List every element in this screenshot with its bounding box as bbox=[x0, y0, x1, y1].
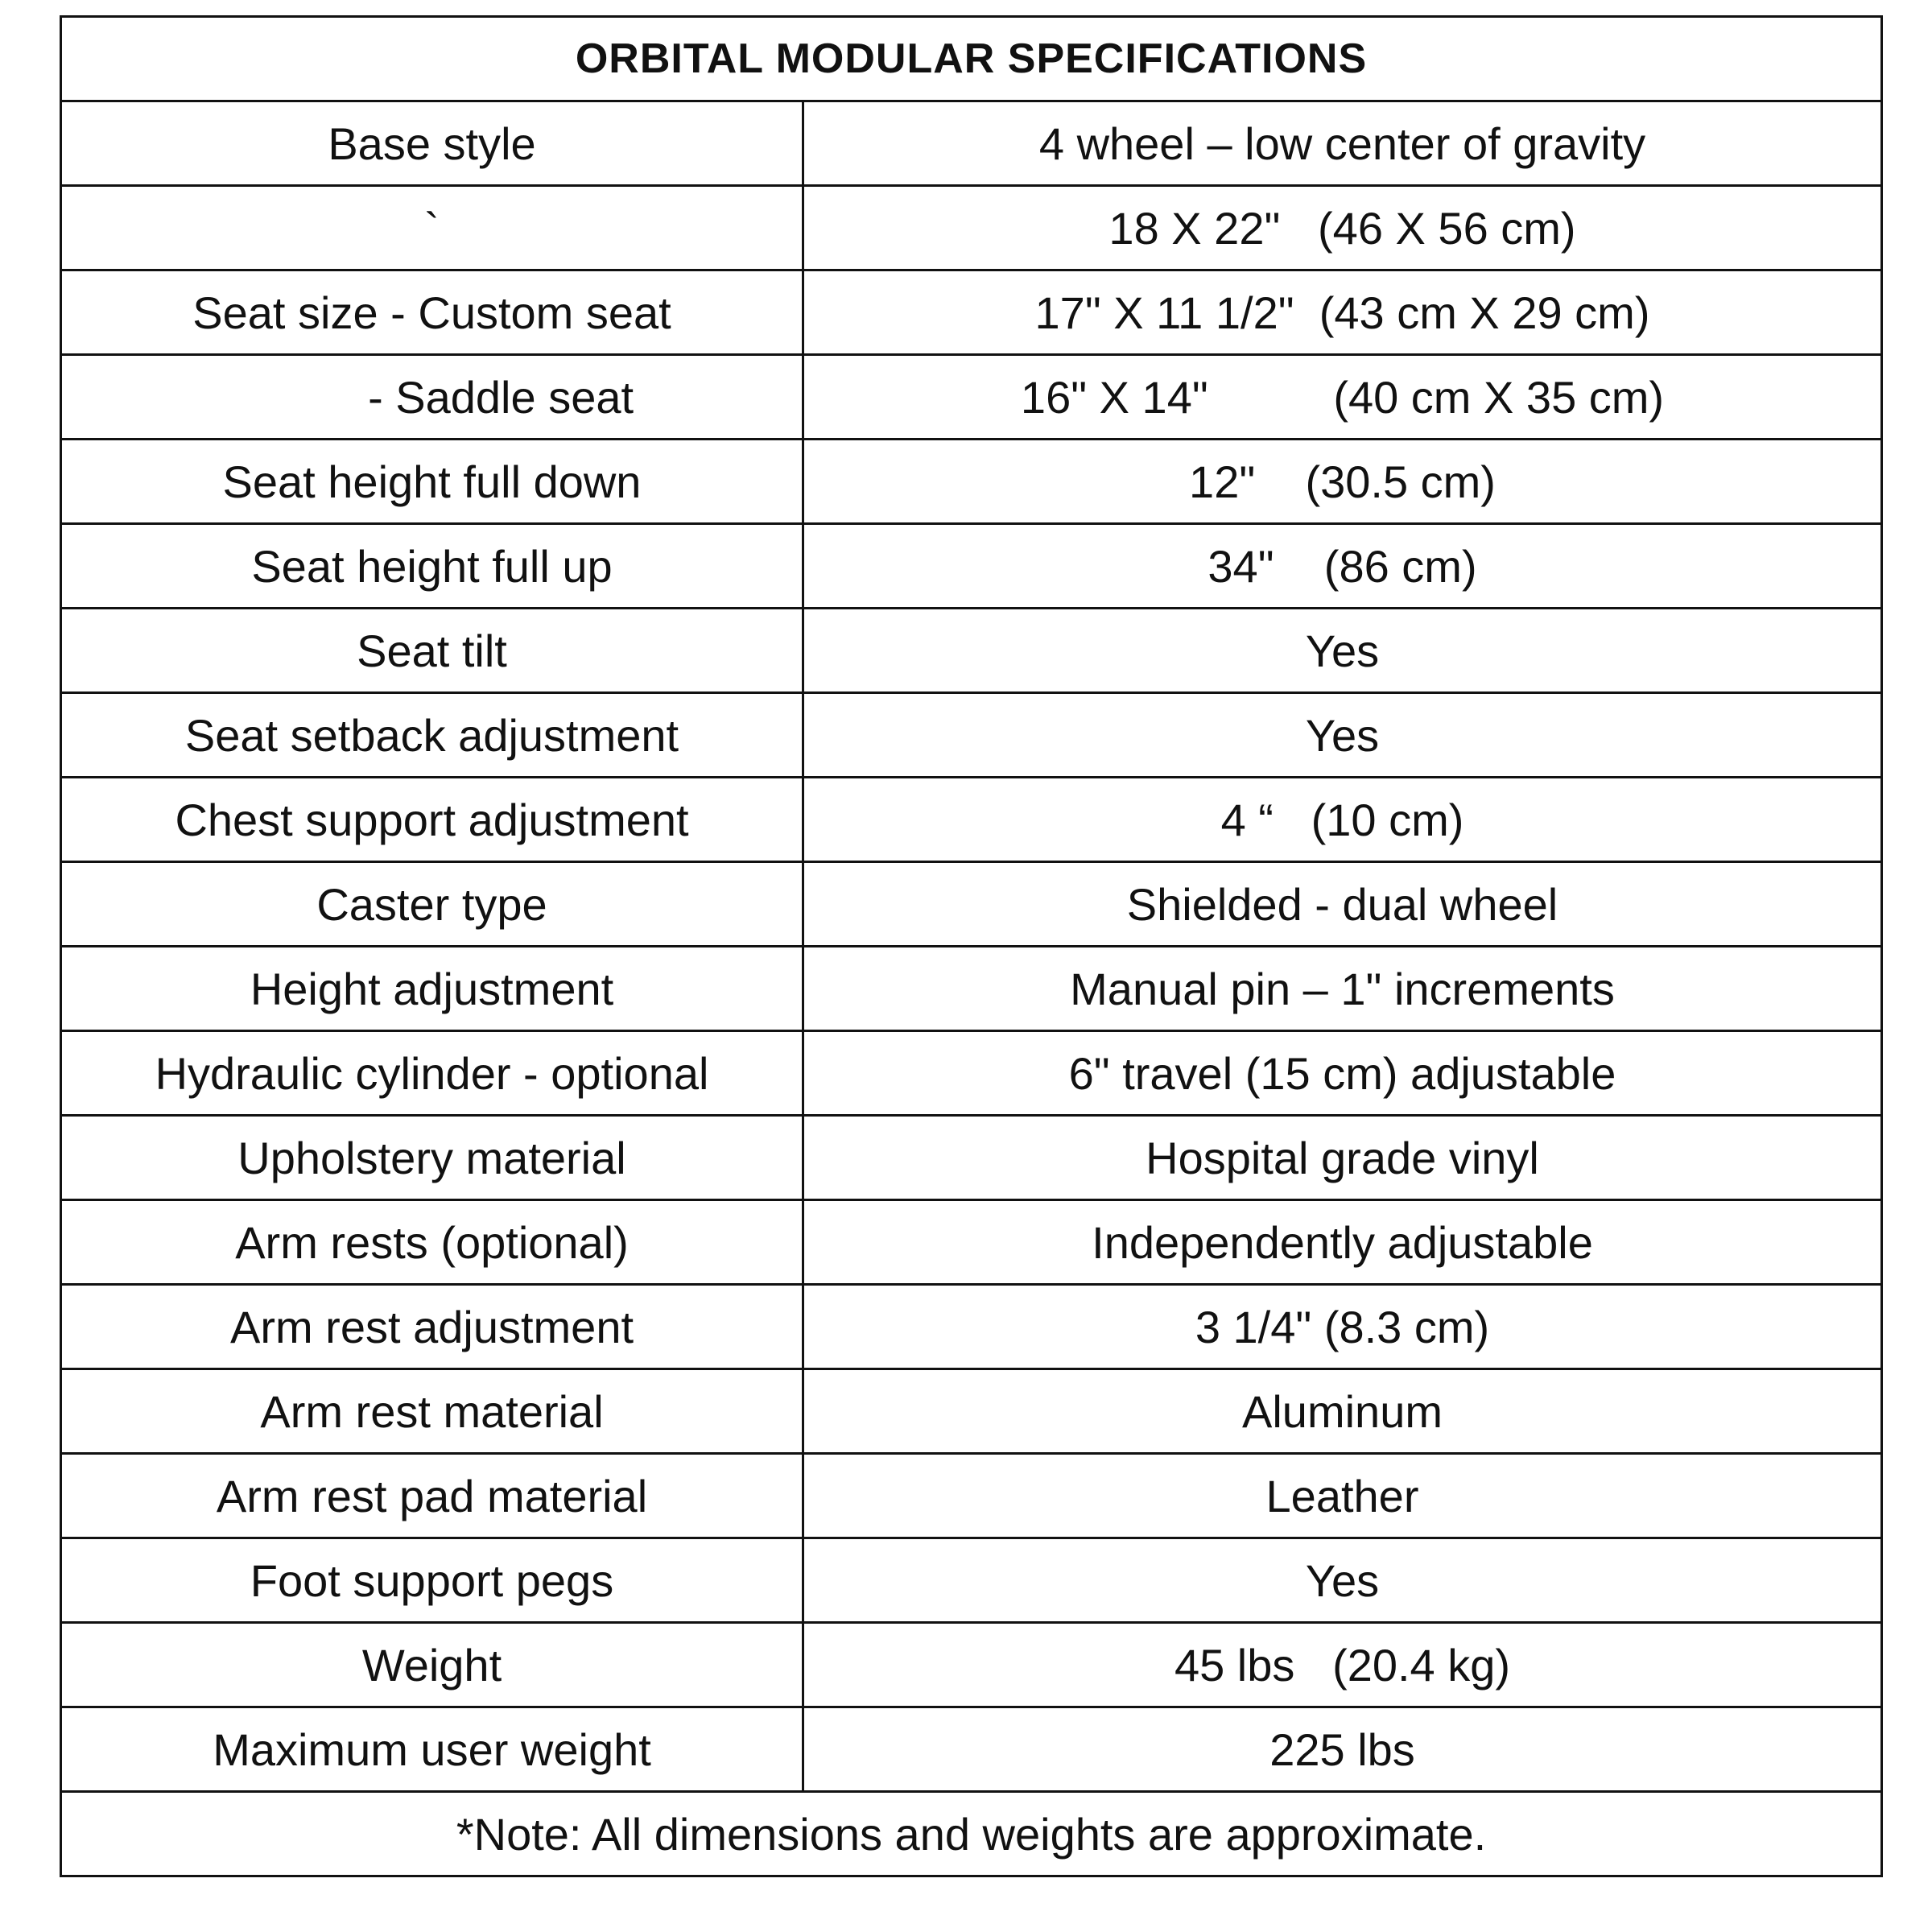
specifications-body bbox=[61, 101, 1882, 1792]
spec-value: 16" X 14" (40 cm X 35 cm) bbox=[803, 355, 1882, 440]
table-row bbox=[61, 270, 1882, 355]
table-row bbox=[61, 1369, 1882, 1454]
spec-label: Arm rest pad material bbox=[61, 1454, 803, 1538]
spec-label: Arm rest material bbox=[61, 1369, 803, 1454]
spec-label: Upholstery material bbox=[61, 1116, 803, 1200]
table-row bbox=[61, 186, 1882, 270]
specifications-table bbox=[60, 15, 1883, 1877]
table-row bbox=[61, 440, 1882, 524]
spec-value: 18 X 22" (46 X 56 cm) bbox=[803, 186, 1882, 270]
spec-value: 34" (86 cm) bbox=[803, 524, 1882, 609]
spec-value: Shielded - dual wheel bbox=[803, 862, 1882, 947]
spec-value: Independently adjustable bbox=[803, 1200, 1882, 1285]
table-row bbox=[61, 862, 1882, 947]
table-row bbox=[61, 1285, 1882, 1369]
spec-value: Yes bbox=[803, 1538, 1882, 1623]
table-row bbox=[61, 1116, 1882, 1200]
spec-label: Base style bbox=[61, 101, 803, 186]
table-row bbox=[61, 1623, 1882, 1707]
spec-value: Leather bbox=[803, 1454, 1882, 1538]
spec-label: Maximum user weight bbox=[61, 1707, 803, 1792]
spec-label: Seat setback adjustment bbox=[61, 693, 803, 778]
spec-value: Yes bbox=[803, 693, 1882, 778]
spec-label: - Saddle seat bbox=[61, 355, 803, 440]
spec-value: 6" travel (15 cm) adjustable bbox=[803, 1031, 1882, 1116]
table-row bbox=[61, 778, 1882, 862]
spec-value: 3 1/4" (8.3 cm) bbox=[803, 1285, 1882, 1369]
spec-label: Seat size - Custom seat bbox=[61, 270, 803, 355]
spec-label: ` bbox=[61, 186, 803, 270]
spec-value: Aluminum bbox=[803, 1369, 1882, 1454]
table-row bbox=[61, 524, 1882, 609]
spec-label: Foot support pegs bbox=[61, 1538, 803, 1623]
table-note: *Note: All dimensions and weights are approximate. bbox=[61, 1792, 1882, 1876]
table-row bbox=[61, 1200, 1882, 1285]
spec-value: 17" X 11 1/2" (43 cm X 29 cm) bbox=[803, 270, 1882, 355]
spec-label: Caster type bbox=[61, 862, 803, 947]
spec-value: 4 “ (10 cm) bbox=[803, 778, 1882, 862]
spec-value: 12" (30.5 cm) bbox=[803, 440, 1882, 524]
spec-label: Seat height full down bbox=[61, 440, 803, 524]
table-title: ORBITAL MODULAR SPECIFICATIONS bbox=[61, 17, 1882, 101]
table-row bbox=[61, 1538, 1882, 1623]
table-row bbox=[61, 693, 1882, 778]
spec-label: Chest support adjustment bbox=[61, 778, 803, 862]
table-row bbox=[61, 101, 1882, 186]
table-row bbox=[61, 1707, 1882, 1792]
table-row bbox=[61, 1454, 1882, 1538]
table-row bbox=[61, 1031, 1882, 1116]
table-row bbox=[61, 355, 1882, 440]
spec-value: 45 lbs (20.4 kg) bbox=[803, 1623, 1882, 1707]
spec-label: Weight bbox=[61, 1623, 803, 1707]
spec-label: Seat tilt bbox=[61, 609, 803, 693]
spec-label: Arm rest adjustment bbox=[61, 1285, 803, 1369]
spec-label: Height adjustment bbox=[61, 947, 803, 1031]
spec-label: Hydraulic cylinder - optional bbox=[61, 1031, 803, 1116]
spec-value: Hospital grade vinyl bbox=[803, 1116, 1882, 1200]
spec-value: 225 lbs bbox=[803, 1707, 1882, 1792]
table-row bbox=[61, 609, 1882, 693]
spec-value: Yes bbox=[803, 609, 1882, 693]
table-row bbox=[61, 947, 1882, 1031]
spec-label: Seat height full up bbox=[61, 524, 803, 609]
spec-label: Arm rests (optional) bbox=[61, 1200, 803, 1285]
spec-value: Manual pin – 1" increments bbox=[803, 947, 1882, 1031]
spec-value: 4 wheel – low center of gravity bbox=[803, 101, 1882, 186]
